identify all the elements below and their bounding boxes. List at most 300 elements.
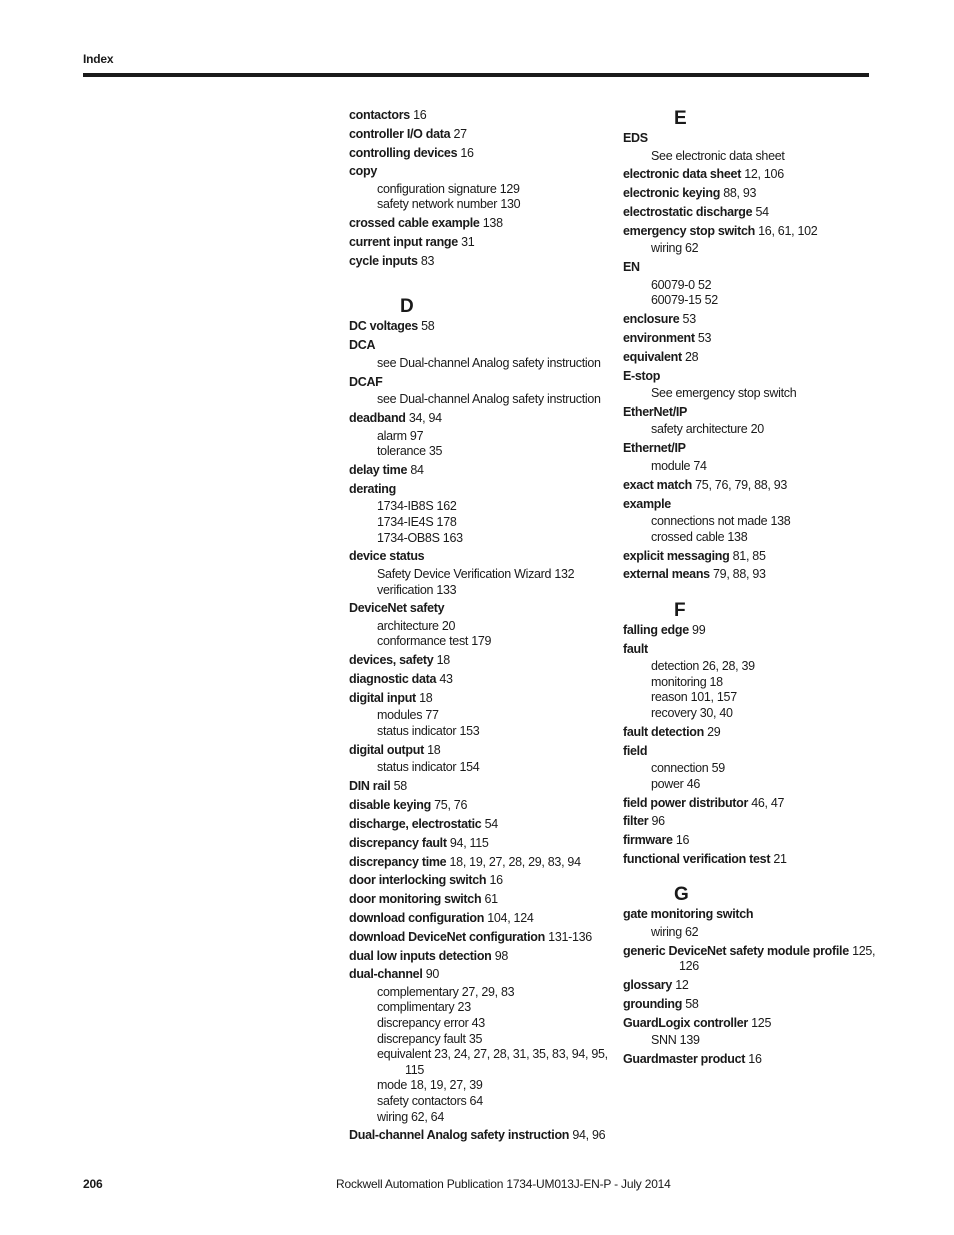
index-term: discrepancy time (349, 854, 447, 869)
index-subentry[interactable]: detection 26, 28, 39 (651, 659, 755, 674)
index-page-refs[interactable]: 18 (436, 653, 450, 668)
index-entry-line (349, 319, 611, 335)
index-entry-line (349, 549, 611, 565)
index-subentry[interactable]: tolerance 35 (377, 444, 443, 459)
index-subentry[interactable]: wiring 62, 64 (377, 1109, 444, 1124)
index-subentry[interactable]: See emergency stop switch (651, 386, 797, 401)
index-entry (349, 1128, 611, 1144)
index-subentry[interactable]: monitoring 18 (651, 674, 723, 689)
index-entry-line (349, 375, 611, 391)
index-entry (623, 331, 885, 347)
index-entry-line (623, 205, 885, 221)
index-subentry[interactable]: power 46 (651, 776, 701, 791)
index-entry-line (349, 216, 611, 232)
index-entry-line (349, 967, 611, 983)
index-entry (623, 405, 885, 438)
index-entry (623, 1052, 885, 1068)
index-page-refs[interactable]: 75, 76, 79, 88, 93 (695, 477, 788, 492)
index-page-refs[interactable]: 31 (461, 235, 475, 250)
index-entry (623, 833, 885, 849)
index-entry-line (623, 814, 885, 830)
index-subentries (349, 985, 611, 1125)
index-term: download DeviceNet configuration (349, 929, 545, 944)
index-page-refs[interactable]: 16 (675, 833, 690, 848)
index-entry-line (349, 653, 611, 669)
index-subentry[interactable]: architecture 20 (377, 618, 456, 633)
index-subentries (349, 499, 611, 546)
page-number: 206 (83, 1177, 103, 1191)
index-entry-line (623, 725, 885, 741)
index-entry (349, 164, 611, 213)
index-entry (349, 338, 611, 371)
index-page-refs[interactable]: 16 (460, 145, 474, 160)
index-page-refs[interactable]: 75, 76 (434, 798, 468, 813)
index-entry (349, 319, 611, 335)
index-entry-line (623, 642, 885, 658)
index-entry-line (349, 108, 611, 124)
index-subentries (623, 514, 885, 545)
index-entry (623, 814, 885, 830)
index-letter-heading: F (674, 599, 686, 621)
index-entry (623, 997, 885, 1013)
index-subentries (623, 386, 885, 402)
index-subentry[interactable]: 1734-IE4S 178 (377, 514, 457, 529)
index-entry (349, 779, 611, 795)
index-entry (623, 549, 885, 565)
index-entry-line (349, 1128, 611, 1144)
index-entry-line (349, 817, 611, 833)
index-page-refs[interactable]: 96 (651, 814, 665, 829)
index-term: deadband (349, 411, 406, 426)
index-page-refs[interactable]: 34, 94 (408, 411, 442, 426)
index-column-left (349, 108, 611, 1147)
index-term: delay time (349, 463, 408, 478)
index-page-refs[interactable]: 29 (707, 724, 721, 739)
index-term: DeviceNet safety (349, 601, 445, 616)
index-entry (623, 642, 885, 722)
index-term: exact match (623, 477, 692, 492)
index-term: dual low inputs detection (349, 948, 492, 963)
index-entry-line (349, 911, 611, 927)
index-entry-line (349, 892, 611, 908)
index-column-right (623, 108, 885, 1071)
index-subentry[interactable]: see Dual-channel Analog safety instruction (377, 355, 601, 370)
index-term: door monitoring switch (349, 892, 482, 907)
index-subentries (349, 619, 611, 650)
index-page-refs[interactable]: 138 (482, 216, 503, 231)
index-page-refs[interactable]: 131-136 (548, 929, 592, 944)
index-subentry[interactable]: status indicator 153 (377, 724, 480, 739)
index-entry-line (349, 235, 611, 251)
index-subentries (349, 182, 611, 213)
index-entry (623, 224, 885, 257)
index-entry (623, 623, 885, 639)
index-term: EN (623, 260, 640, 275)
index-term: firmware (623, 833, 673, 848)
index-entry-line (623, 997, 885, 1013)
index-entry-line (623, 167, 885, 183)
index-entry-line (623, 1052, 885, 1068)
index-entry-line (623, 260, 885, 276)
index-term: environment (623, 330, 695, 345)
index-term: discharge, electrostatic (349, 816, 482, 831)
index-term: digital input (349, 690, 416, 705)
index-entry-line (349, 798, 611, 814)
index-subentries (623, 925, 885, 941)
index-page-refs[interactable]: 88, 93 (723, 186, 757, 201)
index-page-refs[interactable]: 16 (413, 108, 427, 122)
index-entry-line (349, 691, 611, 707)
index-entry-line (623, 978, 885, 994)
index-entry (349, 235, 611, 251)
index-entry-line (349, 411, 611, 427)
index-term: Guardmaster product (623, 1052, 746, 1067)
index-entry (349, 127, 611, 143)
index-entry-line (349, 672, 611, 688)
index-term: controller I/O data (349, 126, 451, 141)
index-entry (349, 892, 611, 908)
index-entry-line (623, 907, 885, 923)
index-page-refs[interactable]: 21 (773, 851, 787, 866)
header-rule (83, 73, 869, 77)
index-entry-line (623, 224, 885, 240)
index-term: DC voltages (349, 319, 418, 334)
index-entry (349, 463, 611, 479)
index-entry (349, 411, 611, 460)
index-page-refs[interactable]: 98 (494, 948, 509, 963)
index-entry (623, 944, 885, 975)
index-page-refs[interactable]: 125 (751, 1015, 772, 1030)
index-entry (623, 1016, 885, 1049)
index-page-refs[interactable]: 18, 19, 27, 28, 29, 83, 94 (449, 854, 581, 869)
index-page-refs[interactable]: 16 (748, 1052, 762, 1067)
index-entry-line (623, 131, 885, 147)
index-entry-line (349, 254, 611, 270)
index-subentries (623, 761, 885, 792)
index-subentry[interactable]: complimentary 23 (377, 1000, 471, 1015)
index-entry (349, 146, 611, 162)
index-entry-line (349, 779, 611, 795)
index-page-refs[interactable]: 90 (425, 967, 439, 982)
index-term: glossary (623, 978, 673, 993)
index-subentries (349, 392, 611, 408)
index-term: fault (623, 641, 648, 656)
index-subentries (623, 149, 885, 165)
index-subentry[interactable]: 1734-OB8S 163 (377, 530, 463, 545)
index-subentry[interactable]: SNN 139 (651, 1033, 700, 1048)
index-entry (349, 817, 611, 833)
index-term: falling edge (623, 622, 689, 637)
index-term: cycle inputs (349, 253, 418, 268)
index-term: gate monitoring switch (623, 907, 754, 922)
index-term: door interlocking switch (349, 873, 487, 888)
index-subentry[interactable]: modules 77 (377, 708, 439, 723)
index-entry-line (349, 873, 611, 889)
index-page-refs[interactable]: 58 (393, 779, 407, 794)
index-term: electronic keying (623, 186, 721, 201)
index-subentry[interactable]: verification 133 (377, 582, 457, 597)
index-entry-line (623, 567, 885, 583)
index-page-refs[interactable]: 58 (421, 319, 435, 334)
index-entry-line (623, 478, 885, 494)
index-page-refs[interactable]: 18 (427, 742, 441, 757)
index-subentry[interactable]: conformance test 179 (377, 634, 492, 649)
index-subentry[interactable]: equivalent 23, 24, 27, 28, 31, 35, 83, 94, 95, (377, 1047, 608, 1062)
index-term: DCA (349, 338, 376, 353)
index-subentry[interactable]: see Dual-channel Analog safety instruction (377, 392, 601, 407)
index-term: devices, safety (349, 653, 434, 668)
index-term: equivalent (623, 349, 682, 364)
index-term: field (623, 743, 648, 758)
index-term: explicit messaging (623, 548, 730, 563)
index-entry-line (349, 463, 611, 479)
index-entry (623, 441, 885, 474)
index-page-refs[interactable]: 54 (484, 816, 498, 831)
index-term: electrostatic discharge (623, 204, 753, 219)
index-entry (623, 167, 885, 183)
index-entry (349, 949, 611, 965)
index-entry (349, 691, 611, 740)
index-term: GuardLogix controller (623, 1015, 748, 1030)
index-term: field power distributor (623, 795, 749, 810)
index-entry (349, 482, 611, 546)
index-page-refs[interactable]: 18 (419, 690, 433, 705)
index-entry (349, 967, 611, 1125)
index-entry (623, 978, 885, 994)
index-entry-line (623, 744, 885, 760)
index-term: crossed cable example (349, 216, 480, 231)
index-page-refs-continued[interactable]: 126 (679, 959, 699, 974)
index-subentry[interactable]: mode 18, 19, 27, 39 (377, 1078, 483, 1093)
index-entry-line (623, 312, 885, 328)
index-subentry[interactable]: See electronic data sheet (651, 148, 785, 163)
index-subentries (623, 278, 885, 309)
index-subentry[interactable]: recovery 30, 40 (651, 705, 733, 720)
index-page-refs[interactable]: 27 (453, 126, 467, 141)
index-page-refs[interactable]: 125, (852, 943, 876, 958)
index-subentry[interactable]: wiring 62 (651, 241, 699, 256)
index-entry-line (623, 549, 885, 565)
index-subentry[interactable]: Safety Device Verification Wizard 132 (377, 566, 575, 581)
index-letter-heading: E (674, 108, 687, 129)
index-entry (349, 254, 611, 270)
index-subentries (623, 422, 885, 438)
index-entry (623, 350, 885, 366)
index-term: DCAF (349, 374, 383, 389)
index-term: generic DeviceNet safety module profile (623, 943, 849, 958)
index-entry (349, 743, 611, 776)
index-subentry[interactable]: module 74 (651, 458, 707, 473)
index-term: discrepancy fault (349, 835, 447, 850)
index-entry (623, 567, 885, 583)
index-entry (349, 911, 611, 927)
index-page-refs[interactable]: 84 (410, 463, 424, 478)
index-entry-line (623, 944, 885, 960)
index-entry (623, 497, 885, 546)
index-entry (623, 907, 885, 940)
index-entry (349, 672, 611, 688)
index-entry-line (623, 497, 885, 513)
index-entry-line (349, 949, 611, 965)
index-subentry[interactable]: safety architecture 20 (651, 422, 764, 437)
index-entry-line (349, 146, 611, 162)
index-term: diagnostic data (349, 672, 437, 687)
index-page-refs[interactable]: 104, 124 (487, 910, 534, 925)
index-subentry[interactable]: connection 59 (651, 761, 725, 776)
index-entry-line (623, 405, 885, 421)
index-letter-heading: G (674, 884, 689, 906)
index-term: fault detection (623, 724, 704, 739)
index-entry (623, 186, 885, 202)
index-page-refs[interactable]: 53 (682, 312, 696, 327)
index-entry-line (349, 127, 611, 143)
index-entry (349, 108, 611, 124)
index-term: disable keying (349, 798, 431, 813)
index-entry-line (623, 796, 885, 812)
index-letter-heading: D (400, 296, 414, 318)
index-term: external means (623, 567, 710, 582)
index-page-refs[interactable]: 46, 47 (751, 795, 785, 810)
index-subentry[interactable]: discrepancy error 43 (377, 1016, 485, 1030)
index-term: EtherNet/IP (623, 404, 688, 419)
index-entry (349, 216, 611, 232)
index-subentry[interactable]: discrepancy fault 35 (377, 1031, 483, 1046)
index-subentry[interactable]: status indicator 154 (377, 760, 480, 775)
index-entry-line (349, 836, 611, 852)
index-term: filter (623, 814, 649, 829)
index-subentry[interactable]: 60079-0 52 (651, 277, 712, 292)
index-term: example (623, 496, 671, 511)
index-term: contactors (349, 108, 410, 122)
index-entry-line (349, 164, 611, 180)
index-page-refs[interactable]: 53 (697, 330, 712, 345)
index-page-refs[interactable]: 83 (420, 253, 435, 268)
index-entry (349, 549, 611, 598)
index-term: functional verification test (623, 851, 771, 866)
index-term: E-stop (623, 368, 661, 383)
index-page-refs[interactable]: 54 (755, 204, 769, 219)
index-term: controlling devices (349, 145, 458, 160)
index-term: DIN rail (349, 779, 391, 794)
index-subentry[interactable]: crossed cable 138 (651, 529, 748, 544)
index-subentries (349, 356, 611, 372)
index-subentry[interactable]: connections not made 138 (651, 514, 791, 529)
index-entry-line (623, 833, 885, 849)
index-entry (349, 836, 611, 852)
index-entry (623, 852, 885, 868)
index-entry-line (349, 855, 611, 871)
index-entry (349, 798, 611, 814)
index-subentries (349, 429, 611, 460)
index-term: device status (349, 549, 425, 564)
index-subentry[interactable]: 60079-15 52 (651, 293, 718, 308)
index-term: download configuration (349, 910, 485, 925)
index-term: digital output (349, 742, 424, 757)
index-page-refs[interactable]: 43 (439, 672, 453, 687)
index-subentries (623, 241, 885, 257)
index-entry-line (349, 482, 611, 498)
index-subentry[interactable]: safety network number 130 (377, 197, 521, 212)
index-entry (623, 725, 885, 741)
index-entry (623, 369, 885, 402)
index-subentry[interactable]: 115 (405, 1062, 425, 1077)
index-subentry[interactable]: 1734-IB8S 162 (377, 499, 457, 514)
index-entry-line (623, 350, 885, 366)
index-entry-line (623, 331, 885, 347)
index-entry-line (349, 601, 611, 617)
index-page-refs[interactable]: 16 (489, 873, 503, 888)
index-entry (349, 375, 611, 408)
index-entry (623, 205, 885, 221)
index-subentries (349, 760, 611, 776)
index-entry (623, 260, 885, 309)
index-entry-line (349, 930, 611, 946)
index-page-refs[interactable]: 94, 96 (572, 1128, 606, 1143)
index-term: copy (349, 164, 377, 179)
index-subentry[interactable]: alarm 97 (377, 428, 424, 443)
index-term: EDS (623, 131, 648, 145)
index-page-refs[interactable]: 81, 85 (732, 548, 766, 563)
index-term: emergency stop switch (623, 223, 755, 238)
publication-info: Rockwell Automation Publication 1734-UM013J-EN-P - July 2014 (336, 1177, 671, 1191)
index-page-refs[interactable]: 16, 61, 102 (758, 223, 818, 238)
index-page-refs[interactable]: 79, 88, 93 (713, 567, 766, 582)
index-entry-line (349, 743, 611, 759)
index-entry (623, 744, 885, 793)
index-subentry[interactable]: complementary 27, 29, 83 (377, 984, 515, 999)
index-page-refs[interactable]: 94, 115 (449, 835, 489, 850)
index-term: electronic data sheet (623, 167, 742, 182)
index-term: dual-channel (349, 967, 423, 982)
index-entry (623, 131, 885, 164)
index-term: current input range (349, 235, 458, 250)
running-header: Index (83, 52, 114, 66)
index-page-refs[interactable]: 12 (675, 978, 689, 993)
index-entry (349, 653, 611, 669)
index-page-refs[interactable]: 61 (484, 892, 498, 907)
index-page-refs[interactable]: 99 (692, 622, 706, 637)
index-entry-line (623, 623, 885, 639)
index-term: derating (349, 481, 396, 496)
index-entry (349, 601, 611, 650)
index-subentries (623, 659, 885, 721)
index-entry (623, 796, 885, 812)
index-entry-line (623, 1016, 885, 1032)
index-term: enclosure (623, 312, 680, 327)
index-page-refs[interactable]: 12, 106 (744, 167, 784, 182)
index-entry (349, 930, 611, 946)
index-entry-line (349, 338, 611, 354)
index-subentries (623, 459, 885, 475)
index-subentries (623, 1033, 885, 1049)
index-subentries (349, 708, 611, 739)
index-entry-line (623, 186, 885, 202)
index-page-refs[interactable]: 58 (685, 996, 699, 1011)
index-term: Dual-channel Analog safety instruction (349, 1128, 570, 1143)
index-entry (349, 855, 611, 871)
index-term: grounding (623, 996, 683, 1011)
index-entry-line (623, 441, 885, 457)
index-subentry[interactable]: wiring 62 (651, 924, 699, 939)
index-subentry[interactable]: configuration signature 129 (377, 181, 520, 196)
index-entry (349, 873, 611, 889)
index-subentry[interactable]: reason 101, 157 (651, 690, 737, 705)
index-page-refs[interactable]: 28 (685, 349, 699, 364)
index-entry-line (623, 369, 885, 385)
index-entry (623, 478, 885, 494)
index-term: Ethernet/IP (623, 441, 686, 456)
index-subentry[interactable]: safety contactors 64 (377, 1093, 483, 1108)
